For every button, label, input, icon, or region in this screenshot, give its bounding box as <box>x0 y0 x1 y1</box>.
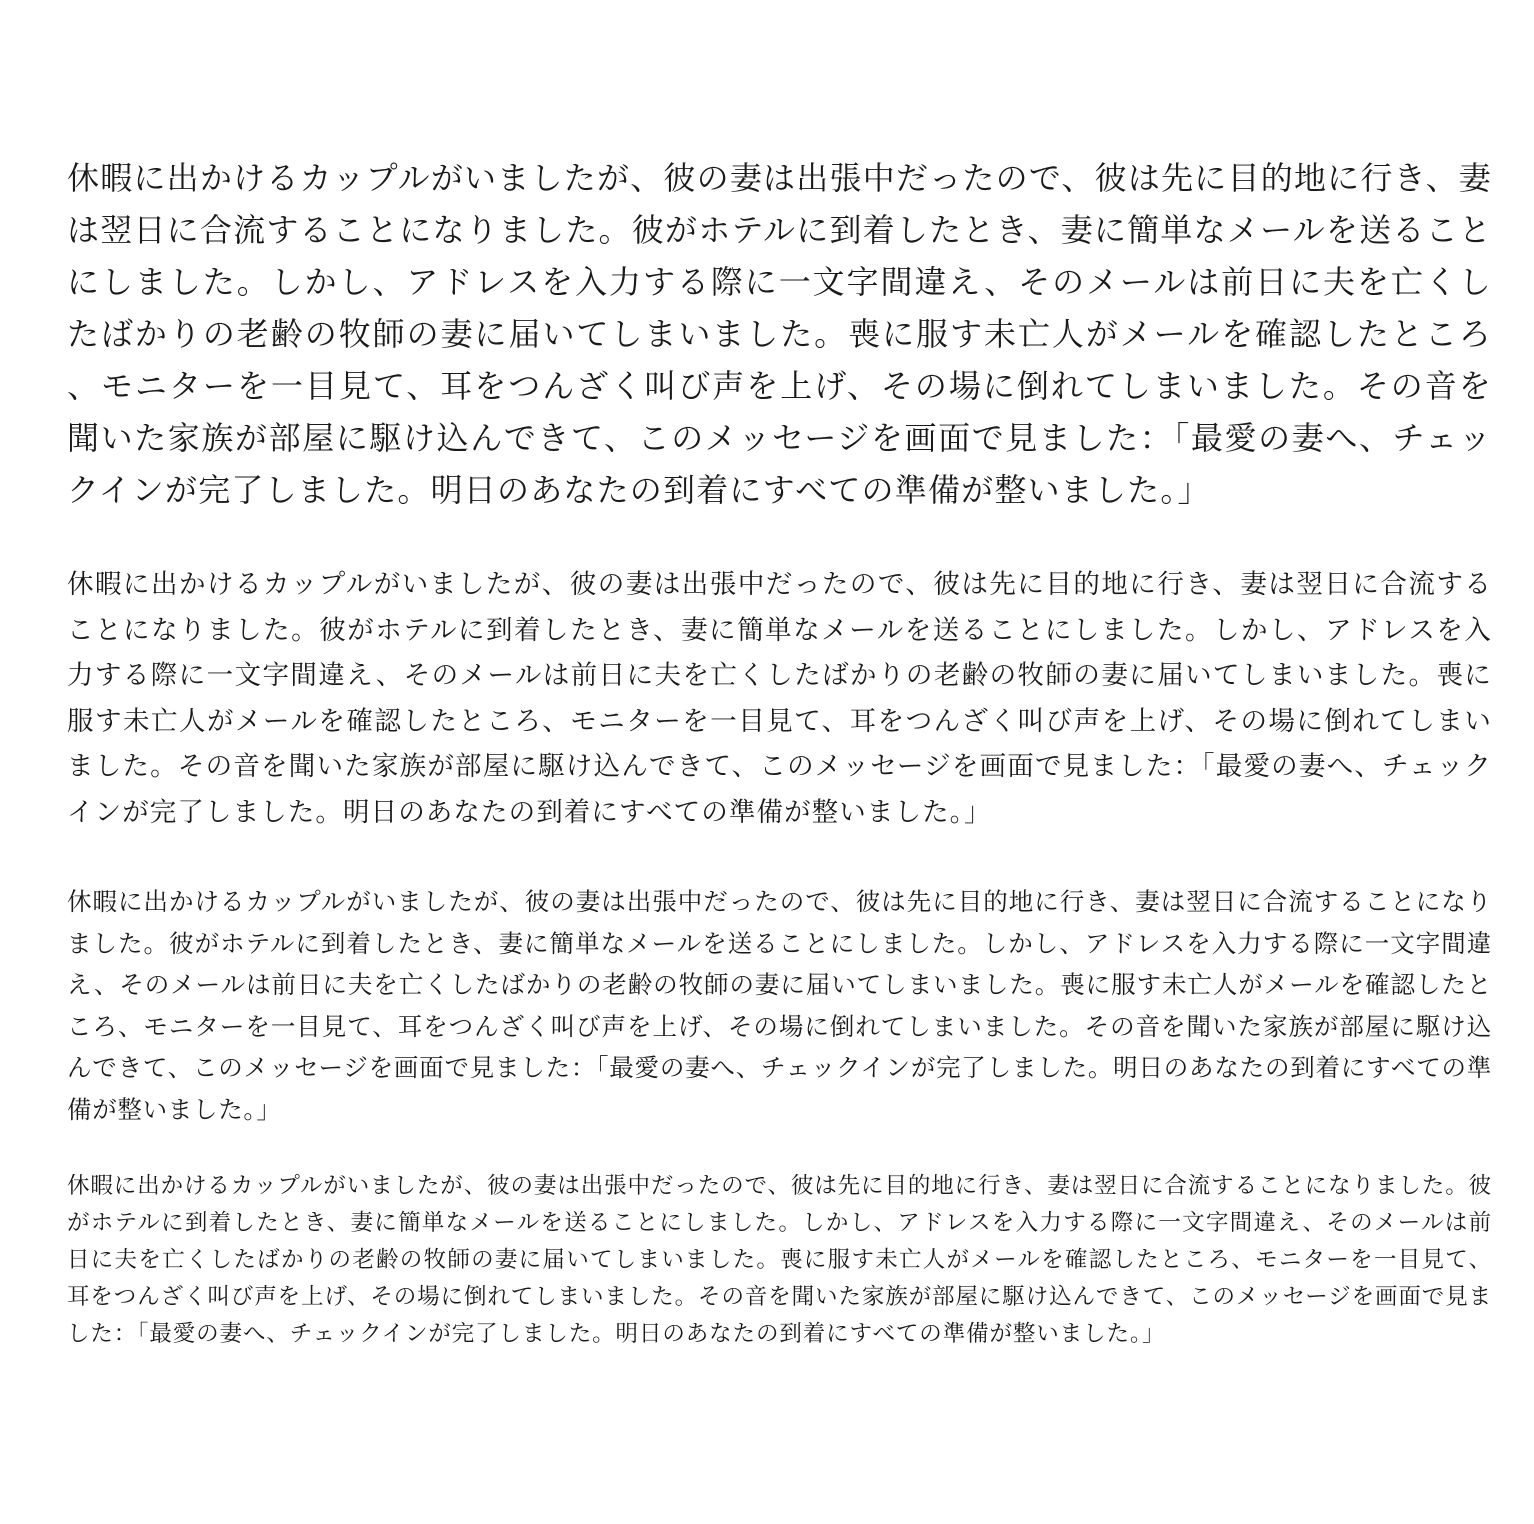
document-page <box>67 152 1492 1353</box>
paragraph-small: 休暇に出かけるカップルがいましたが、彼の妻は出張中だったので、彼は先に目的地に行き、妻は翌日に合流することになりました。彼がホテルに到着したとき、妻に簡単なメールを送ることにしました。しかし、アドレスを入力する際に一文字間違え、そのメールは前日に夫を亡くしたばかりの老齢の牧師の妻に届いてしまいました。喪に服す未亡人がメールを確認したところ、モニターを一目見て、耳をつんざく叫び声を上げ、その場に倒れてしまいました。その音を聞いた家族が部屋に駆け込んできて、このメッセージを画面で見ました：「最愛の妻へ、チェックインが完了しました。明日のあなたの到着にすべての準備が整いました。」 <box>67 887 1492 1124</box>
paragraph-medium: 休暇に出かけるカップルがいましたが、彼の妻は出張中だったので、彼は先に目的地に行き、妻は翌日に合流することになりました。彼がホテルに到着したとき、妻に簡単なメールを送ることにしました。しかし、アドレスを入力する際に一文字間違え、そのメールは前日に夫を亡くしたばかりの老齢の牧師の妻に届いてしまいました。喪に服す未亡人がメールを確認したところ、モニターを一目見て、耳をつんざく叫び声を上げ、その場に倒れてしまいました。その音を聞いた家族が部屋に駆け込んできて、このメッセージを画面で見ました：「最愛の妻へ、チェックインが完了しました。明日のあなたの到着にすべての準備が整いました。」 <box>67 569 1492 828</box>
paragraph-smallest: 休暇に出かけるカップルがいましたが、彼の妻は出張中だったので、彼は先に目的地に行き、妻は翌日に合流することになりました。彼がホテルに到着したとき、妻に簡単なメールを送ることにしました。しかし、アドレスを入力する際に一文字間違え、そのメールは前日に夫を亡くしたばかりの老齢の牧師の妻に届いてしまいました。喪に服す未亡人がメールを確認したところ、モニターを一目見て、耳をつんざく叫び声を上げ、その場に倒れてしまいました。その音を聞いた家族が部屋に駆け込んできて、このメッセージを画面で見ました：「最愛の妻へ、チェックインが完了しました。明日のあなたの到着にすべての準備が整いました。」 <box>67 1173 1492 1347</box>
paragraph-large: 休暇に出かけるカップルがいましたが、彼の妻は出張中だったので、彼は先に目的地に行き、妻は翌日に合流することになりました。彼がホテルに到着したとき、妻に簡単なメールを送ることにしました。しかし、アドレスを入力する際に一文字間違え、そのメールは前日に夫を亡くしたばかりの老齢の牧師の妻に届いてしまいました。喪に服す未亡人がメールを確認したところ、モニターを一目見て、耳をつんざく叫び声を上げ、その場に倒れてしまいました。その音を聞いた家族が部屋に駆け込んできて、このメッセージを画面で見ました：「最愛の妻へ、チェックインが完了しました。明日のあなたの到着にすべての準備が整いました。」 <box>67 159 1492 509</box>
